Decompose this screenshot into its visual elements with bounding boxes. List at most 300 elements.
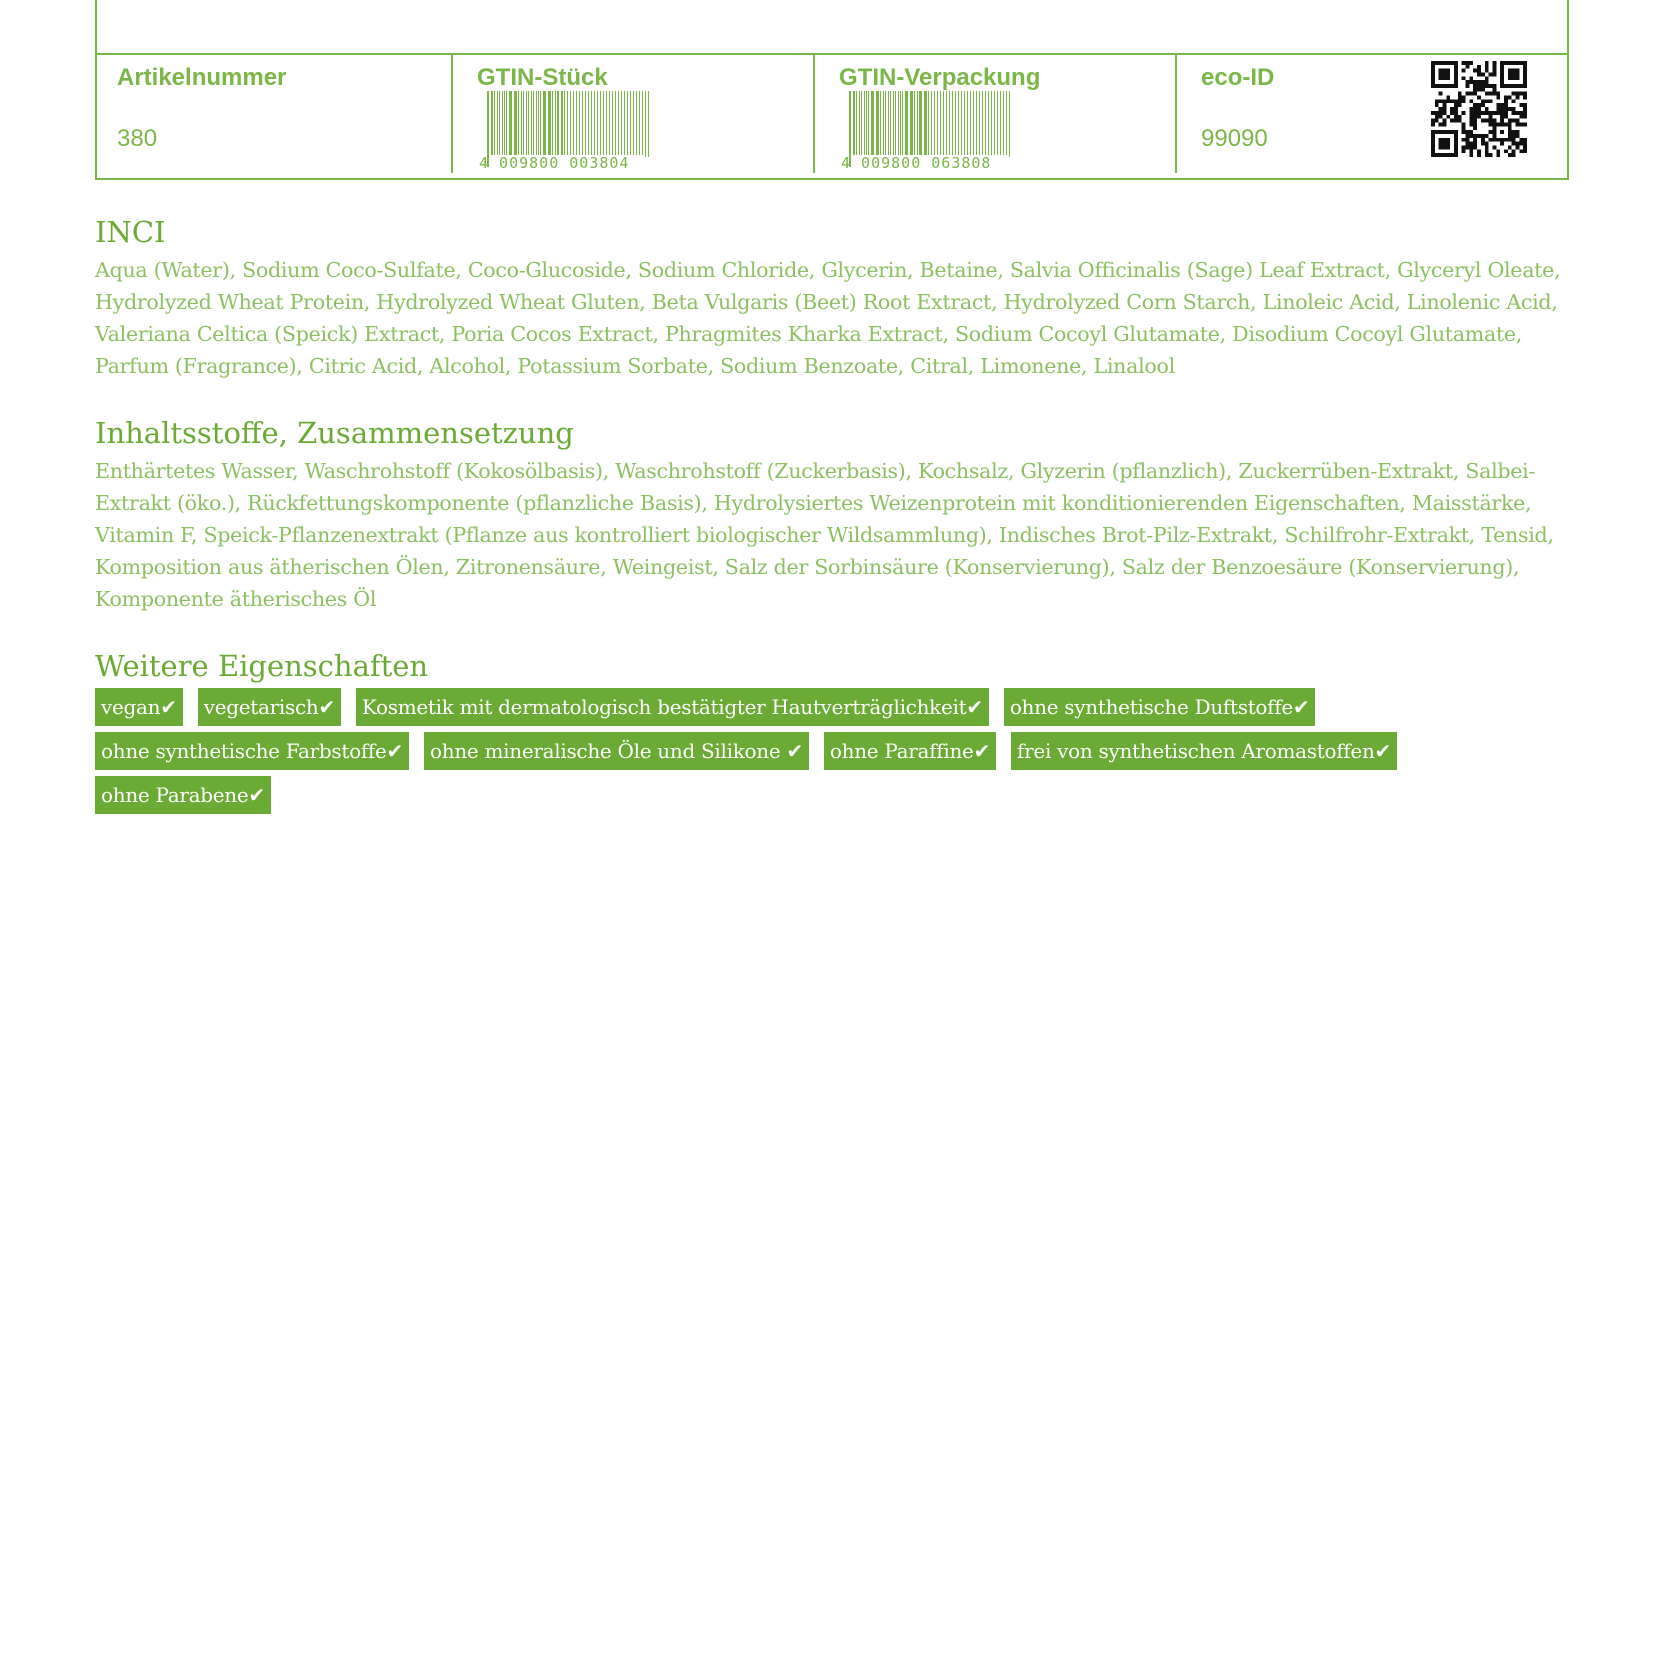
qr-module — [1439, 107, 1443, 111]
qr-module — [1496, 149, 1500, 153]
qr-module — [1523, 111, 1527, 115]
qr-module — [1508, 153, 1512, 157]
barcode-bar — [900, 91, 901, 157]
barcode-bar — [880, 91, 881, 157]
barcode-bar — [940, 91, 941, 157]
qr-module — [1492, 73, 1496, 77]
qr-module — [1481, 73, 1485, 77]
qr-module — [1523, 92, 1527, 96]
qr-module — [1450, 107, 1454, 111]
qr-module — [1508, 119, 1512, 123]
qr-module — [1458, 115, 1462, 119]
qr-module — [1519, 142, 1523, 146]
barcode-bar — [905, 91, 908, 157]
barcode-bar — [982, 91, 983, 157]
qr-module — [1504, 115, 1508, 119]
barcode-bar — [988, 91, 989, 157]
qr-module — [1496, 107, 1500, 111]
barcode-bar — [606, 91, 607, 157]
barcode-bar — [618, 91, 619, 157]
qr-module — [1519, 149, 1523, 153]
barcode-icon — [841, 91, 1019, 171]
qr-module — [1481, 84, 1485, 88]
qr-module — [1489, 99, 1493, 103]
property-tag: vegan✔ — [95, 688, 183, 726]
qr-module — [1477, 115, 1481, 119]
qr-module — [1477, 96, 1481, 100]
barcode-bar — [979, 91, 980, 157]
qr-module — [1477, 65, 1481, 69]
barcode-bar — [876, 91, 879, 157]
qr-module — [1512, 142, 1516, 146]
qr-module — [1431, 119, 1435, 123]
qr-module — [1515, 134, 1519, 138]
barcode-bar — [928, 91, 929, 157]
barcode-bar — [543, 91, 546, 157]
qr-module — [1492, 145, 1496, 149]
qr-module — [1485, 134, 1489, 138]
qr-module — [1458, 103, 1462, 107]
qr-module — [1523, 103, 1527, 107]
qr-module — [1489, 119, 1493, 123]
qr-module — [1492, 111, 1496, 115]
barcode-bar — [967, 91, 968, 157]
gtin-stueck-cell — [451, 55, 813, 173]
qr-module — [1446, 96, 1450, 100]
qr-module — [1477, 107, 1481, 111]
qr-module — [1485, 111, 1489, 115]
barcode-bar — [636, 91, 637, 157]
qr-module — [1469, 130, 1473, 134]
qr-module — [1515, 122, 1519, 126]
qr-module — [1469, 99, 1473, 103]
barcode-bar — [502, 91, 503, 157]
eco-id-cell — [1175, 55, 1569, 173]
qr-module — [1469, 92, 1473, 96]
qr-module — [1443, 107, 1447, 111]
qr-module — [1500, 107, 1504, 111]
barcode-bar — [615, 91, 616, 157]
qr-module — [1469, 115, 1473, 119]
barcode-bar — [917, 91, 918, 157]
barcode-bar — [509, 91, 512, 157]
qr-module — [1515, 130, 1519, 134]
property-tag: Kosmetik mit dermatologisch bestätigter Hautverträglichkeit✔ — [356, 688, 989, 726]
gtin-stueck-label: GTIN-Stück — [477, 64, 608, 91]
barcode-bar — [538, 91, 539, 157]
qr-module — [1519, 122, 1523, 126]
qr-module — [1466, 134, 1470, 138]
qr-module — [1485, 76, 1489, 80]
qr-module — [1473, 80, 1477, 84]
qr-module — [1473, 107, 1477, 111]
qr-module — [1469, 145, 1473, 149]
artikelnummer-cell — [97, 55, 451, 175]
barcode-bar — [991, 91, 992, 157]
qr-module — [1515, 119, 1519, 123]
qr-module — [1485, 149, 1489, 153]
qr-module — [1439, 138, 1451, 150]
weitere-eigenschaften-heading: Weitere Eigenschaften — [95, 649, 429, 683]
property-tag: ohne Paraffine✔ — [824, 732, 996, 770]
qr-module — [1473, 103, 1477, 107]
barcode-bar — [499, 91, 500, 157]
qr-module — [1454, 115, 1458, 119]
qr-module — [1485, 84, 1489, 88]
barcode-bar — [518, 91, 519, 157]
qr-module — [1492, 119, 1496, 123]
barcode-bar — [994, 91, 995, 157]
qr-module — [1485, 92, 1489, 96]
barcode-bar — [533, 91, 534, 157]
barcode-bar — [514, 91, 517, 157]
barcode-bar — [910, 91, 913, 157]
qr-module — [1523, 96, 1527, 100]
qr-module — [1489, 153, 1493, 157]
qr-module — [1515, 142, 1519, 146]
qr-module — [1439, 92, 1443, 96]
qr-module — [1473, 134, 1477, 138]
qr-module — [1481, 119, 1485, 123]
qr-module — [1443, 99, 1447, 103]
barcode-bar — [885, 91, 886, 157]
barcode-bar — [621, 91, 622, 157]
barcode-bar — [868, 91, 869, 157]
qr-module — [1446, 99, 1450, 103]
barcode-bar — [934, 91, 935, 157]
qr-module — [1462, 61, 1466, 65]
barcode-bar — [1006, 91, 1007, 157]
gtin-verpackung-label: GTIN-Verpackung — [839, 64, 1041, 91]
barcode-bar — [859, 91, 860, 157]
qr-module — [1473, 88, 1477, 92]
inhaltsstoffe-text: Enthärtetes Wasser, Waschrohstoff (Kokosölbasis), Waschrohstoff (Zuckerbasis), Kochsalz, Glyzerin (pflanzlich), Zuckerrüben-Extrakt, Salbei-Extrakt (öko.), Rückfettungskomponente (pflanzliche Basis), Hydrolysiertes Weizenprotein mit konditionierenden Eigenschaften, Maisstärke, Vitamin F, Speick-Pflanzenextrakt (Pflanze aus kontrolliert biologischer Wildsammlung), Indisches Brot-Pilz-Extrakt, Schilfrohr-Extrakt, Tensid, Komposition aus ätherischen Ölen, Zitronensäure, Weingeist, Salz der Sorbinsäure (Konservierung), Salz der Benzoesäure (Konservierung), Komponente ätherisches Öl — [95, 459, 1554, 611]
qr-module — [1489, 122, 1493, 126]
barcode-bar — [952, 91, 953, 157]
qr-module — [1477, 73, 1481, 77]
qr-module — [1515, 111, 1519, 115]
qr-module — [1462, 111, 1466, 115]
qr-module — [1485, 61, 1489, 65]
qr-module — [1466, 138, 1470, 142]
qr-module — [1466, 61, 1470, 65]
qr-module — [1462, 122, 1466, 126]
qr-module — [1512, 138, 1516, 142]
qr-module — [1469, 119, 1473, 123]
qr-module — [1504, 149, 1508, 153]
barcode-bar — [521, 91, 522, 157]
qr-module — [1519, 92, 1523, 96]
qr-module — [1458, 92, 1462, 96]
gtin-verpackung-code: 4 009800 063808 — [841, 154, 992, 171]
qr-module — [1485, 80, 1489, 84]
property-tag: ohne synthetische Duftstoffe✔ — [1004, 688, 1316, 726]
qr-module — [1477, 111, 1481, 115]
qr-module — [1481, 138, 1485, 142]
barcode-bar — [890, 91, 891, 157]
qr-module — [1512, 130, 1516, 134]
qr-module — [1489, 115, 1493, 119]
qr-module — [1439, 69, 1451, 81]
property-tag: vegetarisch✔ — [198, 688, 341, 726]
inci-text: Aqua (Water), Sodium Coco-Sulfate, Coco-Glucoside, Sodium Chloride, Glycerin, Betaine, Salvia Officinalis (Sage) Leaf Extract, Glyceryl Oleate, Hydrolyzed Wheat Protein, Hydrolyzed Wheat Gluten, Beta Vulgaris (Beet) Root Extract, Hydrolyzed Corn Starch, Linoleic Acid, Linolenic Acid, Valeriana Celtica (Speick) Extract, Poria Cocos Extract, Phragmites Kharka Extract, Sodium Cocoyl Glutamate, Disodium Cocoyl Glutamate, Parfum (Fragrance), Citric Acid, Alcohol, Potassium Sorbate, Sodium Benzoate, Citral, Limonene, Linalool — [95, 258, 1561, 378]
barcode-bar — [612, 91, 613, 157]
barcode-bar — [536, 91, 537, 157]
barcode-bar — [557, 91, 559, 157]
barcode-bar — [582, 91, 583, 157]
qr-module — [1523, 138, 1527, 142]
barcode-bar — [540, 91, 541, 157]
qr-module — [1458, 119, 1462, 123]
barcode-bar — [937, 91, 938, 157]
qr-module — [1443, 119, 1447, 123]
qr-module — [1473, 122, 1477, 126]
barcode-bar — [497, 91, 498, 157]
qr-module — [1466, 142, 1470, 146]
qr-module — [1435, 115, 1439, 119]
qr-module — [1477, 69, 1481, 73]
barcode-bar — [970, 91, 971, 157]
qr-module — [1515, 96, 1519, 100]
barcode-bar — [627, 91, 628, 157]
inci-section — [95, 214, 1565, 382]
qr-module — [1462, 149, 1466, 153]
barcode-bar — [898, 91, 899, 157]
qr-module — [1500, 103, 1504, 107]
qr-module — [1496, 111, 1500, 115]
qr-module — [1496, 96, 1500, 100]
qr-module — [1473, 126, 1477, 130]
barcode-bar — [861, 91, 862, 157]
barcode-bar — [976, 91, 977, 157]
qr-module — [1469, 122, 1473, 126]
qr-module — [1489, 138, 1493, 142]
qr-module — [1435, 111, 1439, 115]
barcode-bar — [552, 91, 553, 157]
qr-module — [1469, 76, 1473, 80]
qr-module — [1481, 80, 1485, 84]
qr-module — [1454, 103, 1458, 107]
qr-module — [1485, 119, 1489, 123]
qr-module — [1466, 84, 1470, 88]
qr-module — [1477, 149, 1481, 153]
barcode-bar — [567, 91, 568, 157]
artikelnummer-value: 380 — [117, 125, 158, 152]
qr-module — [1454, 99, 1458, 103]
qr-module — [1496, 92, 1500, 96]
barcode-bar — [997, 91, 998, 157]
qr-module — [1469, 149, 1473, 153]
qr-module — [1500, 130, 1504, 134]
qr-module — [1508, 145, 1512, 149]
property-tag: ohne synthetische Farbstoffe✔ — [95, 732, 409, 770]
qr-module — [1504, 99, 1508, 103]
qr-module — [1443, 122, 1447, 126]
qr-module — [1473, 111, 1477, 115]
property-tag: ohne Parabene✔ — [95, 776, 271, 814]
qr-module — [1523, 142, 1527, 146]
barcode-bar — [919, 91, 922, 157]
barcode-bar — [973, 91, 974, 157]
inci-heading: INCI — [95, 215, 166, 249]
barcode-bar — [958, 91, 959, 157]
qr-module — [1504, 103, 1508, 107]
qr-module — [1431, 111, 1435, 115]
barcode-bar — [1000, 91, 1001, 157]
qr-module — [1481, 111, 1485, 115]
qr-module — [1469, 61, 1473, 65]
qr-module — [1473, 145, 1477, 149]
qr-module — [1481, 142, 1485, 146]
barcode-bar — [597, 91, 598, 157]
barcode-bar — [943, 91, 944, 157]
qr-module — [1523, 115, 1527, 119]
qr-module — [1515, 145, 1519, 149]
qr-module — [1496, 103, 1500, 107]
barcode-bar — [609, 91, 610, 157]
qr-module — [1443, 103, 1447, 107]
qr-module — [1473, 115, 1477, 119]
barcode-bar — [642, 91, 643, 157]
qr-module — [1492, 69, 1496, 73]
barcode-bar — [555, 91, 556, 157]
barcode-icon — [479, 91, 657, 171]
qr-module — [1512, 92, 1516, 96]
qr-module — [1466, 145, 1470, 149]
qr-module — [1485, 99, 1489, 103]
eco-id-value: 99090 — [1201, 125, 1268, 152]
qr-module — [1523, 122, 1527, 126]
barcode-bar — [588, 91, 589, 157]
qr-module — [1469, 142, 1473, 146]
qr-module — [1450, 111, 1454, 115]
qr-module — [1462, 126, 1466, 130]
qr-module — [1473, 84, 1477, 88]
qr-module — [1500, 115, 1504, 119]
qr-module — [1469, 80, 1473, 84]
qr-module — [1458, 99, 1462, 103]
barcode-bar — [528, 91, 529, 157]
qr-module — [1489, 73, 1493, 77]
qr-module — [1469, 134, 1473, 138]
inhaltsstoffe-section — [95, 415, 1565, 615]
qr-module — [1485, 145, 1489, 149]
qr-module — [1508, 107, 1512, 111]
barcode-bar — [955, 91, 956, 157]
qr-module — [1512, 149, 1516, 153]
barcode-bar — [504, 91, 505, 157]
barcode-bar — [548, 91, 551, 157]
qr-module — [1466, 92, 1470, 96]
gtin-verpackung-cell — [813, 55, 1175, 173]
barcode-bar — [961, 91, 962, 157]
barcode-bar — [883, 91, 884, 157]
qr-module — [1500, 111, 1504, 115]
barcode-bar — [946, 91, 947, 157]
barcode-bar — [573, 91, 574, 157]
qr-module — [1523, 145, 1527, 149]
barcode-bar — [893, 91, 894, 157]
qr-module — [1477, 88, 1481, 92]
qr-module — [1466, 130, 1470, 134]
qr-module — [1489, 111, 1493, 115]
qr-module — [1462, 69, 1466, 73]
qr-module — [1469, 111, 1473, 115]
inhaltsstoffe-heading: Inhaltsstoffe, Zusammensetzung — [95, 416, 574, 450]
qr-module — [1466, 65, 1470, 69]
barcode-bar — [579, 91, 580, 157]
barcode-bar — [895, 91, 896, 157]
eco-id-label: eco-ID — [1201, 64, 1275, 91]
qr-module — [1458, 96, 1462, 100]
qr-module — [1508, 96, 1512, 100]
barcode-bar — [864, 91, 865, 157]
qr-module — [1496, 153, 1500, 157]
qr-module — [1519, 138, 1523, 142]
barcode-bar — [630, 91, 631, 157]
qr-module — [1435, 103, 1439, 107]
qr-module — [1439, 122, 1443, 126]
qr-module — [1485, 107, 1489, 111]
barcode-bar — [931, 91, 932, 157]
qr-module — [1462, 138, 1466, 142]
qr-module — [1473, 119, 1477, 123]
qr-module — [1462, 96, 1466, 100]
qr-module — [1492, 88, 1496, 92]
qr-module — [1469, 107, 1473, 111]
qr-code-icon[interactable] — [1431, 61, 1527, 157]
barcode-bar — [856, 91, 857, 157]
qr-module — [1466, 80, 1470, 84]
qr-module — [1454, 107, 1458, 111]
qr-module — [1485, 69, 1489, 73]
property-tag-list — [95, 688, 1565, 814]
qr-module — [1504, 111, 1508, 115]
qr-module — [1504, 107, 1508, 111]
product-info-table — [95, 0, 1569, 180]
barcode-bar — [964, 91, 965, 157]
barcode-bar — [576, 91, 577, 157]
qr-module — [1508, 69, 1520, 81]
qr-module — [1492, 84, 1496, 88]
qr-module — [1462, 76, 1466, 80]
qr-module — [1435, 119, 1439, 123]
gtin-stueck-code: 4 009800 003804 — [479, 154, 630, 171]
barcode-bar — [1003, 91, 1004, 157]
qr-module — [1492, 92, 1496, 96]
barcode-bar — [624, 91, 625, 157]
qr-module — [1431, 122, 1435, 126]
qr-module — [1473, 138, 1477, 142]
qr-module — [1519, 111, 1523, 115]
qr-module — [1512, 111, 1516, 115]
barcode-bar — [633, 91, 634, 157]
barcode-bar — [523, 91, 524, 157]
barcode-bar — [648, 91, 649, 157]
qr-module — [1454, 119, 1458, 123]
qr-module — [1477, 153, 1481, 157]
barcode-bar — [585, 91, 586, 157]
barcode-bar — [871, 91, 874, 157]
qr-module — [1512, 153, 1516, 157]
qr-module — [1500, 142, 1504, 146]
barcode-bar — [603, 91, 604, 157]
weitere-eigenschaften-section — [95, 648, 1565, 814]
barcode-bar — [985, 91, 986, 157]
qr-module — [1481, 134, 1485, 138]
barcode-bar — [949, 91, 950, 157]
qr-module — [1519, 115, 1523, 119]
